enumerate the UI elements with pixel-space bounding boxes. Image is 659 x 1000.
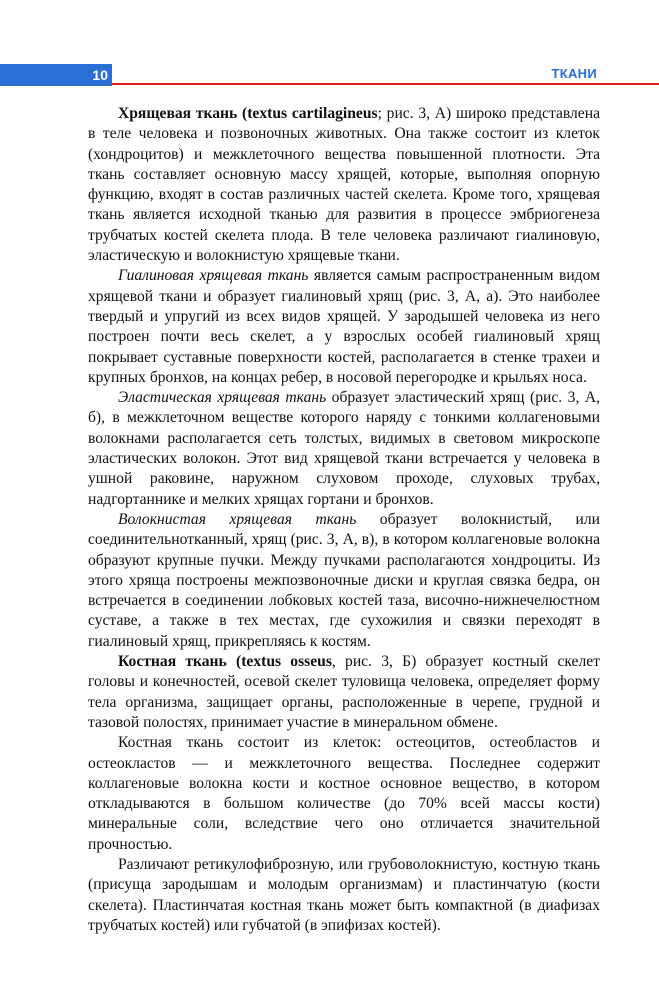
paragraph-cartilage bbox=[88, 104, 600, 266]
latin-term-cartilage: textus cartilagineus bbox=[247, 105, 378, 122]
term-hyaline: Гиалиновая хрящевая ткань bbox=[118, 267, 309, 285]
paragraph-bone bbox=[88, 652, 600, 733]
term-elastic: Эластическая хрящевая ткань bbox=[118, 389, 327, 407]
paragraph-text: образует эластический хрящ (рис. 3, А, б), в межклеточном веществе которого наряду с тонкими коллагеновыми волокнами располагается сеть толстых, видимых в световом микроскопе эластических волокон. Этот вид хрящевой ткани встречается у человека в ушной раковине, наружном слуховом проходе, слуховых трубах, надгортаннике и мелких хрящах гортани и бронхов. bbox=[88, 389, 600, 508]
paragraph-text: ; рис. 3, А) широко представлена в теле человека и позвоночных животных. Она также состоит из клеток (хондроцитов) и межклеточного вещества повышенной плотности. Эта ткань составляет основную массу хрящей, которые, выполняя опорную функцию, входят в состав различных частей скелета. Кроме того, хрящевая ткань является исходной тканью для развития в процессе эмбриогенеза трубчатых костей скелета плода. В теле человека различают гиалиновую, эластическую и волокнистую хрящевые ткани. bbox=[88, 105, 600, 265]
page-number: 10 bbox=[92, 67, 108, 83]
term-cartilage: Хрящевая ткань bbox=[118, 105, 238, 122]
latin-term-bone: textus osseus bbox=[241, 653, 332, 671]
paragraph-bone-cells: Костная ткань состоит из клеток: остеоцитов, остеобластов и остеокластов — и межклеточного вещества. Последнее содержит коллагеновые волокна кости и костное основное вещество, в котором откладываются в большом количестве (до 70% всей массы кости) минеральные соли, вследствие чего оно отличается значительной прочностью. bbox=[88, 734, 600, 853]
latin-open: ( bbox=[226, 653, 242, 671]
paragraph-fibrous bbox=[88, 510, 600, 652]
paragraph-bone-types: Различают ретикулофиброзную, или грубоволокнистую, костную ткань (присуща зародышам и молодым организмам) и пластинчатую (кости скелета). Пластинчатая костная ткань может быть компактной (в диафизах трубчатых костей) или губчатой (в эпифизах костей). bbox=[88, 855, 600, 934]
page-header bbox=[0, 64, 659, 86]
paragraph-text: , рис. 3, Б) образует костный скелет головы и конечностей, осевой скелет туловища человека, определяет форму тела организма, защищает органы, расположенные в черепе, грудной и тазовой полостях, принимает участие в минеральном обмене. bbox=[88, 653, 600, 731]
running-title: ТКАНИ bbox=[551, 66, 597, 81]
body-text bbox=[88, 104, 600, 936]
page-number-tab bbox=[0, 64, 112, 86]
paragraph-elastic bbox=[88, 388, 600, 510]
header-rule bbox=[112, 83, 659, 85]
paragraph-hyaline bbox=[88, 266, 600, 388]
term-bone: Костная ткань bbox=[118, 653, 227, 671]
latin-open: ( bbox=[237, 105, 248, 122]
paragraph-text: является самым распространенным видом хрящевой ткани и образует гиалиновый хрящ (рис. 3, А, а). Это наиболее твердый и упругий из всех видов хрящей. У зародышей человека из него построен почти весь скелет, а у взрослых особей гиалиновый хрящ покрывает суставные поверхности костей, располагается в стенке трахеи и крупных бронхов, на концах ребер, в носовой перегородке и крыльях носа. bbox=[88, 267, 600, 386]
term-fibrous: Волокнистая хрящевая ткань bbox=[118, 510, 357, 528]
paragraph-text: образует волокнистый, или соединительнотканный, хрящ (рис. 3, А, в), в котором коллагеновые волокна образуют крупные пучки. Между пучками располагаются хондроциты. Из этого хряща построены межпозвоночные диски и круглая связка бедра, он встречается в соединении лобковых костей таза, височно-нижнечелюстном суставе, а также в тех местах, где сухожилия и связки переходят в гиалиновый хрящ, прикрепляясь к костям. bbox=[88, 510, 600, 650]
